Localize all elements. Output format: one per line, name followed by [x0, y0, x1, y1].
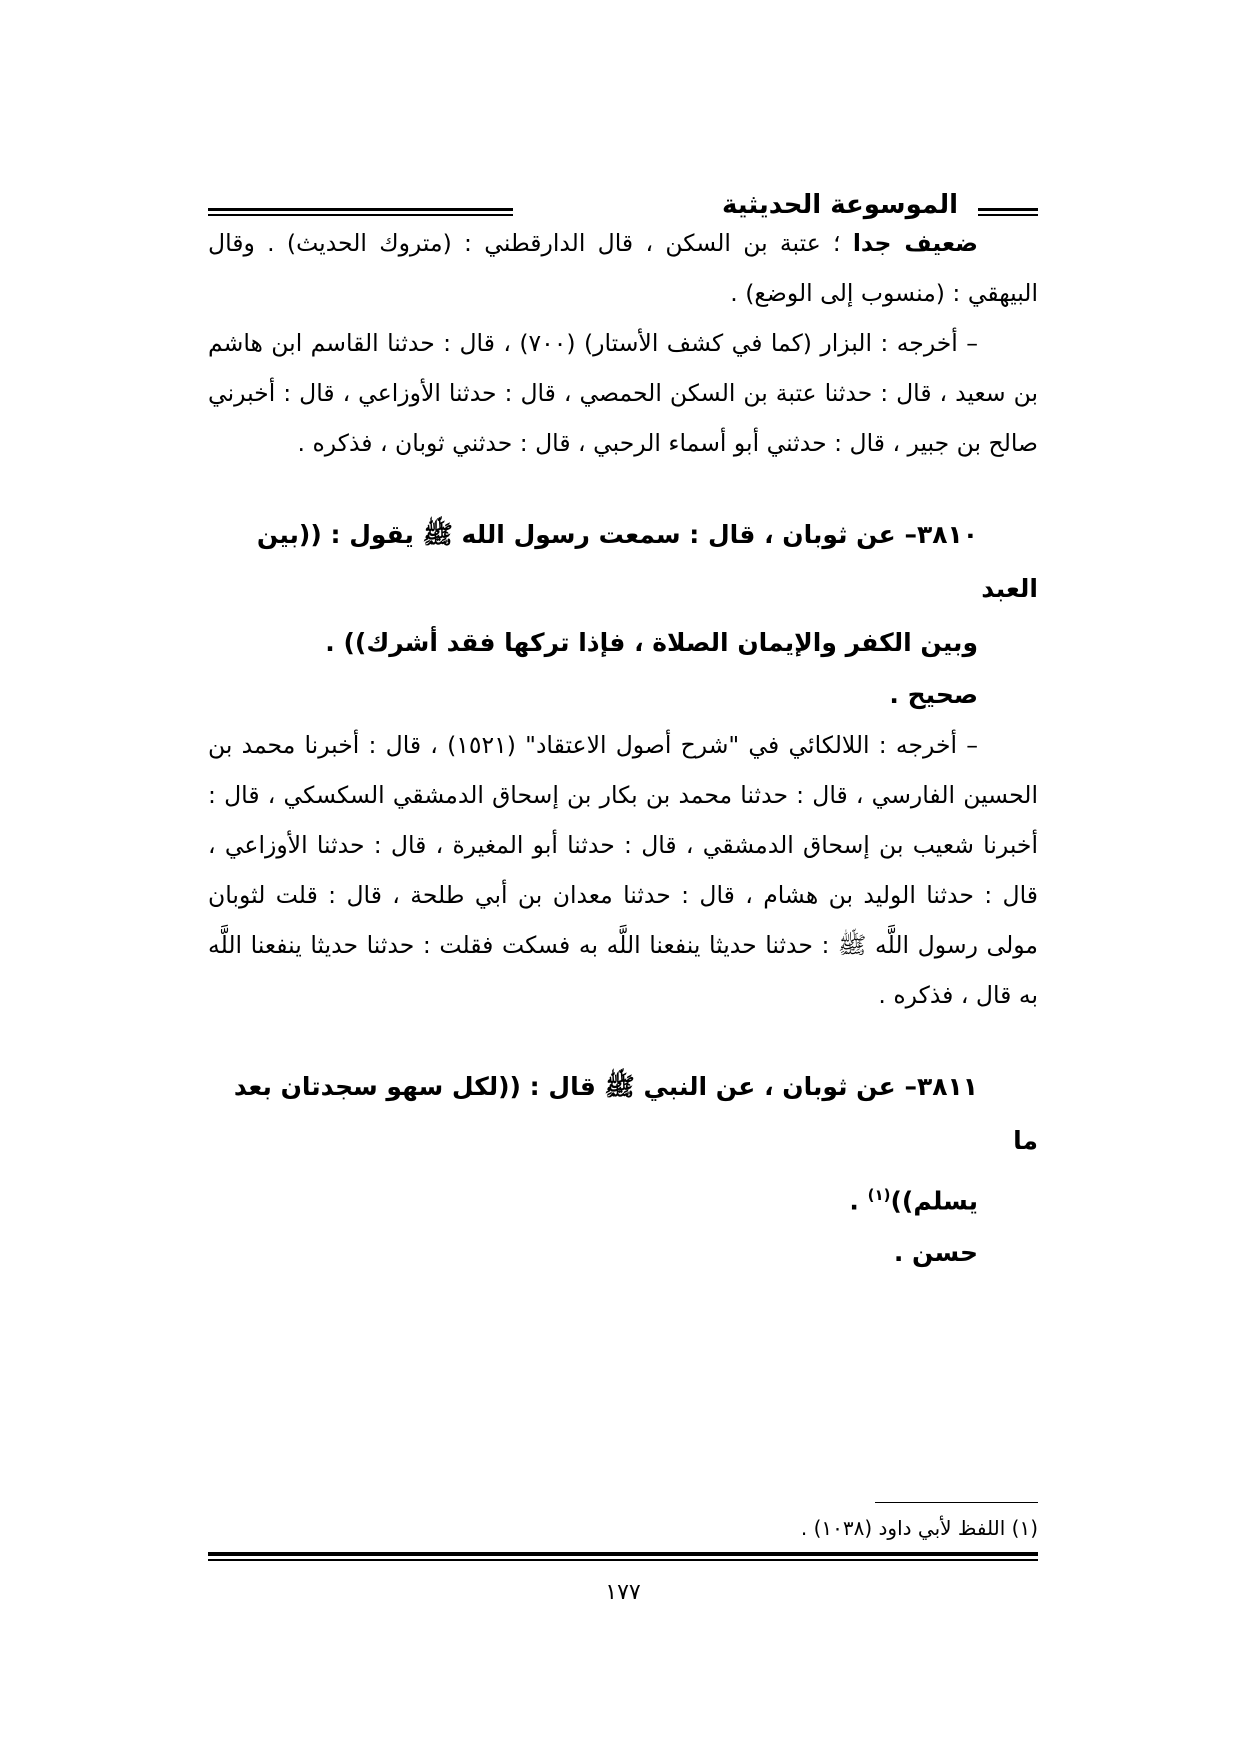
hadith-3810-line1: ٣٨١٠– عن ثوبان ، قال : سمعت رسول الله ﷺ يقول : ((بين العبد: [256, 520, 1038, 603]
hadith-3811-line2: يسلم)): [890, 1186, 978, 1216]
footnote: (١) اللفظ لأبي داود (١٠٣٨) .: [800, 1516, 1038, 1540]
hadith-3811-line1: ٣٨١١– عن ثوبان ، عن النبي ﷺ قال : ((لكل سهو سجدتان بعد ما: [233, 1072, 1038, 1155]
hadith-3810-line2: وبين الكفر والإيمان الصلاة ، فإذا تركها فقد أشرك)) .: [325, 628, 978, 657]
hadith-3811-grade: حسن .: [893, 1238, 978, 1268]
hadith-3810-takhrij: – أخرجه : اللالكائي في "شرح أصول الاعتقاد" (١٥٢١) ، قال : أخبرنا محمد بن الحسين الفارسي ، قال : حدثنا محمد بن بكار بن إسحاق الدمشقي السكسكي ، قال : أخبرنا شعيب بن إسحاق الدمشقي ، قال : حدثنا أبو المغيرة ، قال : حدثنا الأوزاعي ، قال : حدثنا الوليد بن هشام ، قال : حدثنا معدان بن أبي طلحة ، قال : قلت لثوبان مولى رسول اللَّه ﷺ : حدثنا حديثا ينفعنا اللَّه به فسكت فقلت : حدثنا حديثا ينفعنا اللَّه به قال ، فذكره .: [208, 731, 1038, 1009]
header-title: الموسوعة الحديثية: [721, 190, 958, 220]
header-rule-right: [978, 208, 1038, 216]
takhrij-paragraph: – أخرجه : البزار (كما في كشف الأستار) (٧٠٠) ، قال : حدثنا القاسم ابن هاشم بن سعيد ، قال : حدثنا عتبة بن السكن الحمصي ، قال : حدثنا الأوزاعي ، قال : أخبرني صالح بن جبير ، قال : حدثني أبو أسماء الرحبي ، قال : حدثني ثوبان ، فذكره .: [208, 329, 1038, 457]
hadith-3811: [208, 1060, 1038, 1228]
grade-label: ضعيف جدا: [852, 229, 978, 257]
hadith-3810: [208, 508, 1038, 670]
footnote-reference[interactable]: (١): [867, 1186, 891, 1204]
grade-explanation: ؛ عتبة بن السكن ، قال الدارقطني : (متروك الحديث) . وقال البيهقي : (منسوب إلى الوضع) .: [208, 229, 1038, 307]
page-number: ١٧٧: [605, 1580, 641, 1605]
footnote-separator: [875, 1502, 1038, 1503]
grading-paragraph: [208, 218, 1038, 318]
hadith-3811-line2-wrap: [208, 1168, 1038, 1228]
hadith-3810-grade: صحيح .: [889, 680, 978, 709]
main-text: [208, 218, 1038, 1278]
hadith-3811-line2-end: .: [849, 1186, 868, 1216]
header-rule-left: [208, 208, 513, 216]
footer-rule: [208, 1552, 1038, 1561]
